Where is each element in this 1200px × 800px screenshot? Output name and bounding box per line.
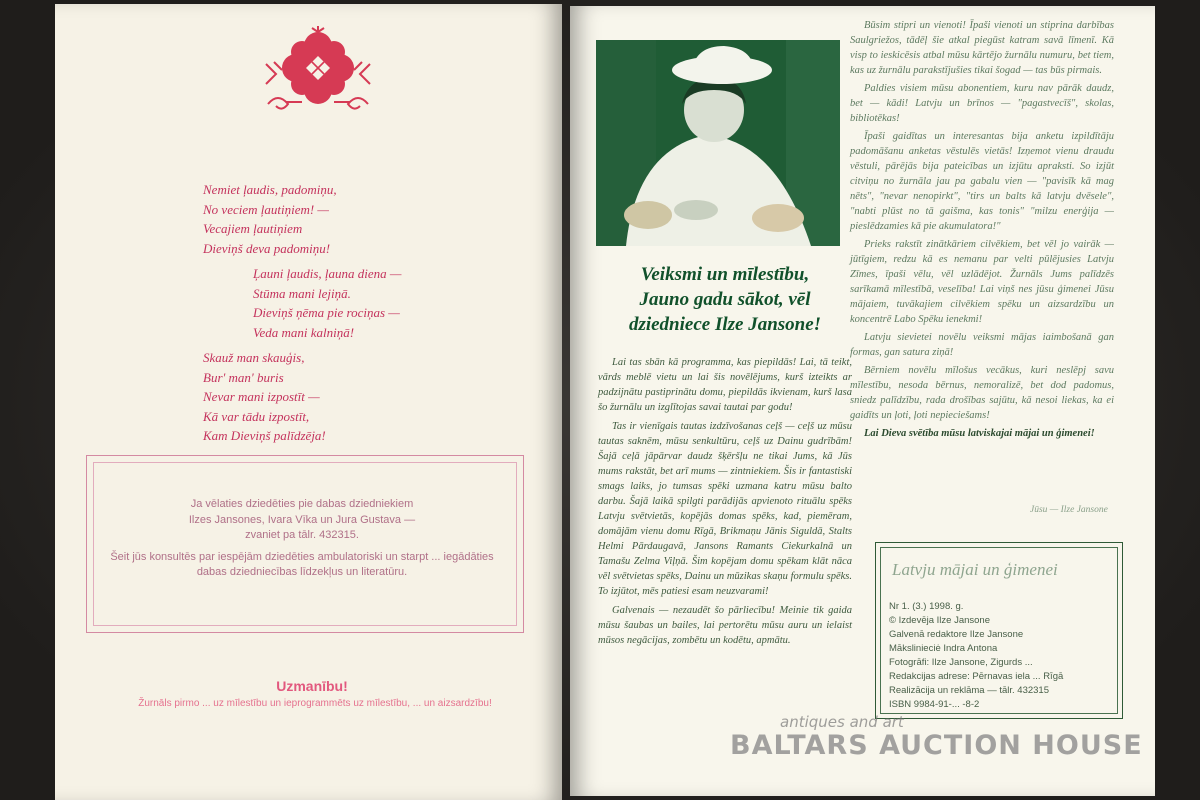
imprint-line: © Izdevēja Ilze Jansone	[889, 615, 991, 626]
imprint-line: Nr 1. (3.) 1998. g.	[889, 601, 964, 612]
watermark-tagline: antiques and art	[780, 713, 904, 731]
closing-blessing: Lai Dieva svētība mūsu latviskajai mājai un ģimenei!	[864, 428, 1095, 439]
headline-line: dziedniece Ilze Jansone!	[628, 314, 822, 335]
article-column-right	[850, 18, 1114, 444]
signature: Jūsu — Ilze Jansone	[1030, 505, 1108, 515]
imprint-line: ISBN 9984-91-... -8-2	[889, 699, 980, 710]
contact-line: Ja vēlaties dziedēties pie dabas dziedniekiem	[190, 498, 414, 510]
paragraph: Būsim stipri un vienoti! Īpaši vienoti un stiprina darbības Saulgriežos, tādēļ šie atkal piegūst katram savā līmenī. Kā visp to ieskicēsis atbal mūsu kārtējo žurnālu numuru, bet tiem, kas uz žurnālu parakstījušies tikai šogad — tas būs pirmais.	[850, 20, 1114, 76]
poem-line: Veda mani kalniņā!	[253, 324, 355, 340]
imprint-line: Fotogrāfi: Ilze Jansone, Zigurds ...	[889, 657, 1033, 668]
paragraph: Lai tas sbān kā programma, kas piepildās! Lai, tā teikt, vārds meblē vietu un lai šis novēlējums, kurš izteikts ar padzijnātu pastiprinātu domu, piepildās ikvienam, kurš lasa šo žurnālu un izglītojas savai tautai par godu!	[598, 357, 852, 413]
poem-line: No veciem ļautiņiem! —	[203, 201, 329, 217]
article-column-left	[598, 355, 852, 652]
poem-line: Skauž man skauģis,	[203, 350, 305, 365]
folk-poem	[203, 180, 401, 452]
poem-line: Kā var tādu izpostīt,	[203, 408, 310, 424]
portrait-photo	[596, 40, 840, 246]
poem-line: Dieviņš deva padomiņu!	[203, 240, 331, 256]
paragraph: Prieks rakstīt zinātkāriem cilvēkiem, bet vēl jo vairāk — jūtīgiem, redzu kā es nemanu par velti pūlējusies Latvju Zīmes, īpaši vēlu, vēl uzlādējot. Žurnāls Jums palīdzēs sarīkamā mīlestībā, veselība! Lai viņš nes jūsu ģimenei Jūsu mājaiem, tuvākajiem cilvēkiem spēku un aizsardzību un koncentrē Labo Spēku ienekmi!	[850, 239, 1114, 325]
contact-info-box	[86, 455, 524, 633]
poem-line: Vecajiem ļautiņiem	[203, 221, 303, 236]
poem-line: Stūma mani lejiņā.	[253, 285, 351, 301]
paragraph: Paldies visiem mūsu abonentiem, kuru nav pārāk daudz, bet — kādi! Latvju un brīnos — "pagastvecīš", skolas, bibliotēkas!	[850, 83, 1114, 124]
poem-line: Dieviņš ņēma pie rociņas —	[253, 305, 400, 320]
imprint-line: Realizācija un reklāma — tālr. 432315	[889, 685, 1050, 696]
poem-line: Bur' man' buris	[203, 369, 284, 385]
paragraph: Latvju sievietei novēlu veiksmi mājas iaimbošanā gan formas, gan satura ziņā!	[850, 332, 1114, 358]
contact-info-text	[96, 497, 508, 544]
imprint-line: Redakcijas adrese: Pērnavas iela ... Rīgā	[889, 671, 1064, 682]
paragraph: Tas ir vienīgais tautas izdzīvošanas ceļš — ceļš uz mūsu tautas saknēm, mūsu senkultūru, ceļš uz Dainu gudrībām! Šajā ceļā jāpārvar daudz šķēršļu ne tikai Jums, kā Jūs mums rakstāt, bet arī mums — zintniekiem. Šis ir fantastiski smags laiks, jo tumsas spēki uzmana katru mūsu balto darbu. Šajā laikā spilgti parādijās apvienoto rituālu spēks Latvju svētvietās, kopējās domas spēks, kad, piemēram, domājām vienu domu Rīgā, Brikmaņu Jānis Siguldā, Stalts Helmi Pārdaugavā, Jansons Ramants Ciekurkalnā un Tamašu Zelma Viļņā. Šim kopējam domu spēkam klāt nāca vēl svētvietas spēks, Dainu un mūzikas skaņu formulu spēks. To izjūtot, mēs patiesi esam neuzvarami!	[598, 421, 852, 597]
consultation-text: Šeit jūs konsultēs par iespējām dziedēties ambulatoriski un starpt ... iegādāties dabas dziedniecības līdzekļus un literatūru.	[110, 551, 494, 578]
attention-text: Žurnāls pirmo ... uz mīlestību un ieprogrammēts uz mīlestību, ... un aizsardzību!	[138, 698, 492, 709]
paragraph: Īpaši gaidītas un interesantas bija anketu izpildītāju padomāšanu anketas vēstulēs vietās! Izņemot vienu draudu vēstuli, pārējās bija pateicības un izjūtu apraksti. So izjūt citviņu no žurnāla jau pa gabalu vien — "pavisīk kā mag nēts", "nevar nenopirkt", "tirs un balts kā latvju dvēsele", "nabti plūst no tā gaišma, kas tonis" "milzu enerģija — pieslēdzamies kā pie akumulatora!"	[850, 131, 1114, 232]
masthead-imprint	[889, 600, 1063, 712]
watermark-brand: BALTARS AUCTION HOUSE	[730, 730, 1143, 761]
poem-line: Ļauni ļaudis, ļauna diena —	[253, 266, 402, 281]
poem-line: Nevar mani izpostīt —	[203, 389, 320, 404]
headline-line: Jauno gadu sākot, vēl	[639, 289, 811, 310]
imprint-line: Galvenā redaktore Ilze Jansone	[889, 629, 1024, 640]
headline-line: Veiksmi un mīlestību,	[640, 264, 810, 285]
masthead-title: Latvju mājai un ģimenei	[892, 560, 1058, 579]
attention-title: Uzmanību!	[276, 678, 348, 694]
poem-line: Nemiet ļaudis, padomiņu,	[203, 182, 337, 197]
contact-line: zvaniet pa tālr. 432315.	[245, 529, 359, 541]
folk-ornament-icon	[258, 24, 378, 124]
paragraph: Bērniem novēlu mīlošus vecākus, kuri neslēpj savu mīlestību, nesoda bērnus, nemoralizē, bet dod padomus, sniedz palīdzību, rada drošības sajūtu, kā nesoi liekas, ka ei gaidīts un ļoti, ļoti nepieciešams!	[850, 365, 1114, 421]
paragraph: Galvenais — nezaudēt šo pārliecību! Meinie tik gaida mūsu šaubas un bailes, lai pertorētu mūsu auru un ielaist mūsos negācijas, zombētu un kodētu, apmātu.	[598, 605, 852, 646]
poem-line: Kam Dieviņš palīdzēja!	[203, 428, 326, 443]
contact-line: Ilzes Jansones, Ivara Vīka un Jura Gustava —	[188, 513, 416, 526]
imprint-line: Mākslinieciė Indra Antona	[889, 643, 998, 654]
article-headline	[598, 262, 852, 337]
